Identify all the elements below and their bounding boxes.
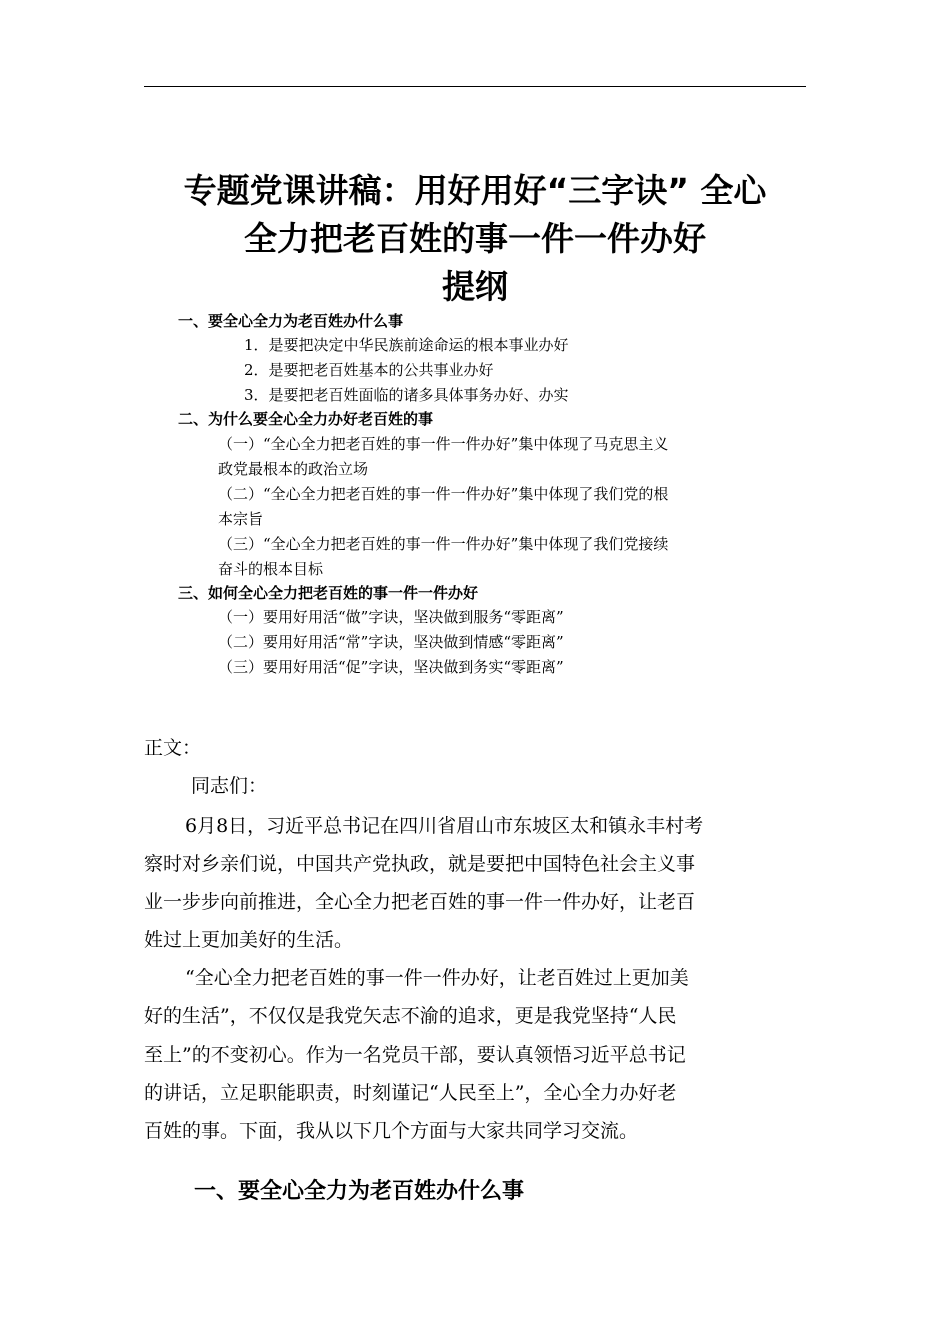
paragraph-line: 察时对乡亲们说，中国共产党执政，就是要把中国特色社会主义事 bbox=[144, 853, 696, 875]
outline-item: （二）“全心全力把老百姓的事一件一件办好”集中体现了我们党的根 bbox=[218, 485, 669, 503]
outline-item: （二）要用好用活“常”字诀，坚决做到情感“零距离” bbox=[218, 633, 564, 651]
outline-item: （一）“全心全力把老百姓的事一件一件办好”集中体现了马克思主义 bbox=[218, 435, 669, 453]
section-heading-1: 一、要全心全力为老百姓办什么事 bbox=[194, 1179, 525, 1204]
outline-heading-1: 一、要全心全力为老百姓办什么事 bbox=[178, 312, 404, 330]
outline-item: 3．是要把老百姓面临的诸多具体事务办好、办实 bbox=[244, 386, 569, 404]
paragraph-line: 的讲话，立足职能职责，时刻谨记“人民至上”，全心全力办好老 bbox=[144, 1082, 677, 1104]
title-line-1: 专题党课讲稿：用好用好“三字诀” 全心 bbox=[183, 171, 767, 210]
title-line-2: 全力把老百姓的事一件一件办好 bbox=[244, 219, 706, 258]
outline-heading-2: 二、为什么要全心全力办好老百姓的事 bbox=[178, 410, 434, 428]
paragraph-line: “全心全力把老百姓的事一件一件办好，让老百姓过上更加美 bbox=[185, 967, 689, 989]
paragraph-line: 好的生活”，不仅仅是我党矢志不渝的追求，更是我党坚持“人民 bbox=[144, 1005, 677, 1027]
paragraph-line: 至上”的不变初心。作为一名党员干部，要认真领悟习近平总书记 bbox=[144, 1044, 686, 1066]
outline-item: 2．是要把老百姓基本的公共事业办好 bbox=[244, 361, 494, 379]
outline-item: （三）要用好用活“促”字诀，坚决做到务实“零距离” bbox=[218, 658, 564, 676]
outline-heading-3: 三、如何全心全力把老百姓的事一件一件办好 bbox=[178, 584, 479, 602]
paragraph-line: 业一步步向前推进，全心全力把老百姓的事一件一件办好，让老百 bbox=[144, 891, 696, 913]
paragraph-line: 6月8日，习近平总书记在四川省眉山市东坡区太和镇永丰村考 bbox=[185, 815, 704, 837]
outline-item: （一）要用好用活“做”字诀，坚决做到服务“零距离” bbox=[218, 608, 564, 626]
header-rule bbox=[144, 86, 806, 87]
outline-item-cont: 政党最根本的政治立场 bbox=[218, 460, 369, 478]
paragraph-line: 百姓的事。下面，我从以下几个方面与大家共同学习交流。 bbox=[144, 1120, 639, 1142]
paragraph-line: 姓过上更加美好的生活。 bbox=[144, 929, 354, 951]
title-line-3: 提纲 bbox=[442, 267, 508, 306]
outline-item: 1．是要把决定中华民族前途命运的根本事业办好 bbox=[244, 336, 569, 354]
outline-item: （三）“全心全力把老百姓的事一件一件办好”集中体现了我们党接续 bbox=[218, 535, 669, 553]
outline-item-cont: 奋斗的根本目标 bbox=[218, 560, 324, 578]
body-label: 正文： bbox=[144, 737, 202, 759]
greeting: 同志们： bbox=[191, 775, 268, 797]
outline-item-cont: 本宗旨 bbox=[218, 510, 264, 528]
